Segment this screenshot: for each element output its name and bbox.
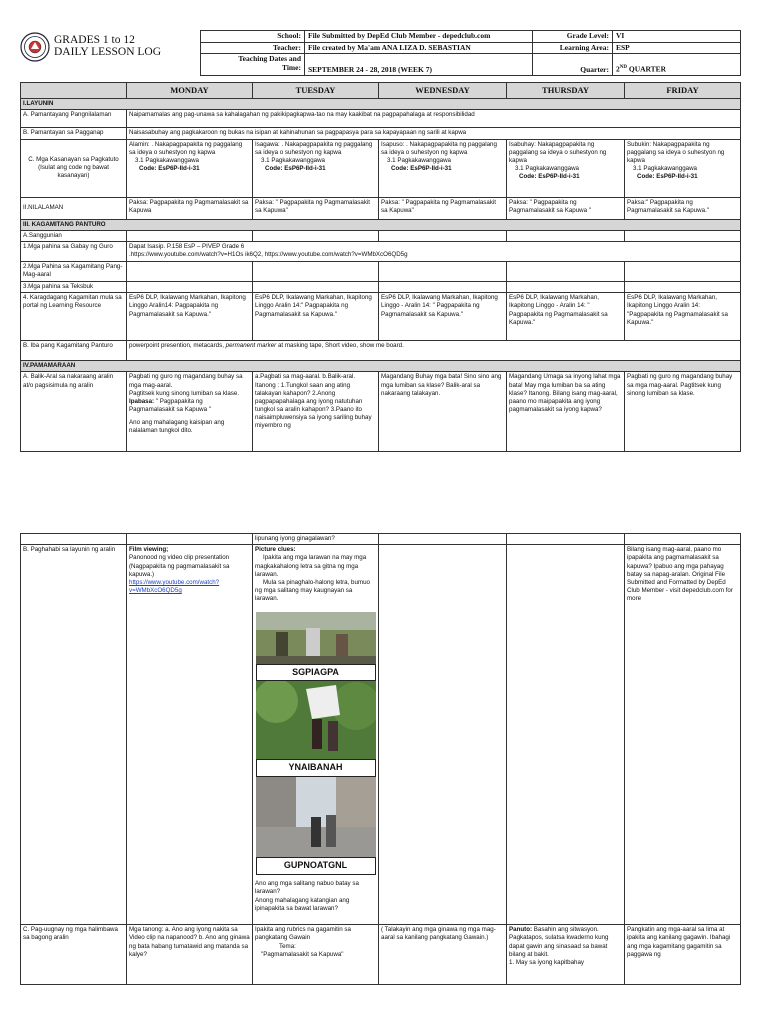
school-value: File Submitted by DepEd Club Member - depedclub.com [305, 31, 533, 43]
grade-value: VI [613, 31, 741, 43]
nilalaman-tuesday: Paksa: " Pagpapakita ng Pagmamalasakit sa Kapuwa" [253, 197, 379, 219]
pag-uugnay-tuesday: Ipakita ang rubrics na gagamitin sa pangkatang Gawain Tema: "Pagmamalasakit sa Kapuwa" [253, 925, 379, 985]
day-friday: FRIDAY [625, 83, 741, 99]
iba-pang-kagamitan-value: powerpoint presention, metacards, permanent marker at masking tape, Short video, show me board. [127, 341, 741, 361]
teacher-value: File created by Ma'am ANA LIZA D. SEBASTIAN [305, 42, 533, 54]
row-label-iba-pang-kagamitan: B. Iba pang Kagamitang Panturo [21, 341, 127, 361]
pamantayang-pangnilalaman-value: Naipamamalas ang pag-unawa sa kahalagahan ng pakikipagkapwa-tao na may kaakibat na pagpapahalaga at responsibilidad [127, 110, 741, 128]
nilalaman-friday: Paksa:" Pagpapakita ng Pagmamalasakit sa Kapuwa." [625, 197, 741, 219]
area-value: ESP [613, 42, 741, 54]
nilalaman-wednesday: Paksa: " Pagpapakita ng Pagmamalasakit sa Kapuwa" [379, 197, 507, 219]
row-label-paghahabi: B. Paghahabi sa layunin ng aralin [21, 545, 127, 925]
quarter-label: Quarter: [533, 54, 613, 76]
picture-clue-photo-1 [256, 612, 376, 664]
row-label-pag-uugnay: C. Pag-uugnay ng mga halimbawa sa bagong aralin [21, 925, 127, 985]
deped-seal-icon [20, 32, 50, 62]
blank-corner [21, 83, 127, 99]
section-pamamaraan: IV.PAMAMARAAN [21, 361, 741, 372]
row-label-pamantayan-sa-pagganap: B. Pamantayan sa Pagganap [21, 128, 127, 139]
dates-value: SEPTEMBER 24 - 28, 2018 (WEEK 7) [305, 54, 533, 76]
row-label-teksbuk: 3.Mga pahina sa Teksbuk [21, 281, 127, 292]
karagdagang-friday: EsP6 DLP, Ikalawang Markahan, Ikapitong Linggo Aralin 14: "Pagpapakita ng Pagmamalasakit sa Kapuwa." [625, 293, 741, 341]
row-label-sanggunian: A.Sanggunian [21, 230, 127, 241]
grade-label: Grade Level: [533, 31, 613, 43]
kasanayan-thursday: Isabuhay: Nakapagpapakita ng paggalang sa ideya o suhestyon ng kapwa 3.1 Pagkakawanggawa Code: EsP6P-IId-i-31 [507, 139, 625, 197]
pag-uugnay-friday: Pangkatin ang mga-aaral sa lima at ipakita ang kanilang gagawin. Ibahagi ang mga kagamitang gagamitin sa paggawa ng [625, 925, 741, 985]
paghahabi-monday: Film viewing; Panonood ng video clip presentation (Nagpapakita ng pagmamalasakit sa kapuwa.) https://www.youtube.com/watch?v=WMbXcO6QD5g [127, 545, 253, 925]
kasanayan-wednesday: Isapuso: . Nakapagpapakita ng paggalang sa ideya o suhestyon ng kapwa 3.1 Pagkakawanggawa Code: EsP6P-IId-i-31 [379, 139, 507, 197]
karagdagang-thursday: EsP6 DLP, Ikalawang Markahan, Ikapitong Linggo - Aralin 14: " Pagpapakita ng Pagmamalasakit sa Kapuwa." [507, 293, 625, 341]
pag-uugnay-wednesday: ( Talakayin ang mga ginawa ng mga mag-aaral sa kanilang pangkatang Gawain.) [379, 925, 507, 985]
row-label-balik-aral: A. Balik-Aral sa nakaraang aralin at/o pagsisimula ng aralin [21, 372, 127, 452]
lesson-log-table-page1 [20, 82, 741, 452]
row-label-pamantayang-pangnilalaman: A. Pamantayang Pangnilalaman [21, 110, 127, 128]
balik-aral-thursday: Magandang Umaga sa inyong lahat mga bata! May mga lumiban ba sa ating klase? Itanong. Bilang isang mag-aaral, paano mo maipapakita ang iyong pagmamalasakit sa iyong kapwa? [507, 372, 625, 452]
balik-aral-wednesday: Magandang Buhay mga bata! Sino sino ang mga lumiban sa klase? Balik-aral sa nakaraang talakayan. [379, 372, 507, 452]
karagdagang-tuesday: EsP6 DLP, Ikalawang Markahan, Ikapitong Linggo Aralin 14:" Pagpapakita ng Pagmamalasakit sa Kapuwa." [253, 293, 379, 341]
picture-clue-photo-3 [256, 777, 376, 857]
section-kagamitang-panturo: III. KAGAMITANG PANTURO [21, 219, 741, 230]
row-label-kagamitang-pang-mag-aaral: 2.Mga Pahina sa Kagamitang Pang-Mag-aaral [21, 261, 127, 281]
lesson-log-table-page2 [20, 533, 741, 985]
day-wednesday: WEDNESDAY [379, 83, 507, 99]
picture-clue-caption-2: YNAIBANAH [256, 759, 376, 777]
row-label-kasanayan: C. Mga Kasanayan sa Pagkatuto (Isulat ang code ng bawat kasanayan) [21, 139, 127, 197]
form-title-line1: GRADES 1 to 12 [54, 34, 135, 46]
day-thursday: THURSDAY [507, 83, 625, 99]
picture-clue-caption-1: SGPIAGPA [256, 664, 376, 682]
gabay-ng-guro-value: Dapat Isasip. P.158 EsP – PIVEP Grade 6 .https://www.youtube.com/watch?v=H1Os ik6Q2, https://www.youtube.com/watch?v=WMbXcO6QD5g [127, 241, 741, 261]
area-label: Learning Area: [533, 42, 613, 54]
pamantayan-sa-pagganap-value: Naisasabuhay ang pagkakaroon ng bukas na isipan at kahinahunan sa pagpapasya para sa kapayapaan ng sarili at kapwa [127, 128, 741, 139]
nilalaman-monday: Paksa: Pagpapakita ng Pagmamalasakit sa Kapuwa [127, 197, 253, 219]
pag-uugnay-thursday: Panuto: Basahin ang sitwasyon. Pagkatapos, sulatsa kwaderno kung dapat gawin ang sinasaad sa bawat bilang at bakit. 1. May sa iyong kapitbahay [507, 925, 625, 985]
form-title-line2: DAILY LESSON LOG [54, 46, 162, 59]
day-tuesday: TUESDAY [253, 83, 379, 99]
pag-uugnay-monday: Mga tanong: a. Ano ang iyong nakita sa Video clip na napanood? b. Ano ang ginawa ng bata habang tumatawid ang matanda sa kalye? [127, 925, 253, 985]
paghahabi-friday: Bilang isang mag-aaral, paano mo ipapakita ang pagmamalasakit sa kapuwa? Ipabuo ang mga pahayag batay sa napag-aralan. Original File Submitted and Formatted by DepEd Club Member - visit depedclub.com for more [625, 545, 741, 925]
header-info-table [200, 30, 741, 76]
row-label-nilalaman: II.NILALAMAN [21, 197, 127, 219]
dates-label: Teaching Dates and Time: [201, 54, 305, 76]
picture-clue-photo-2 [256, 681, 376, 759]
karagdagang-wednesday: EsP6 DLP, Ikalawang Markahan, Ikapitong Linggo - Aralin 14: " Pagpapakita ng Pagmamalasakit sa Kapuwa." [379, 293, 507, 341]
balik-aral-monday: Pagbati ng guro ng magandang buhay sa mga mag-aaral. Pagtitsek kung sinong lumiban sa klase. Ipabasa: " Pagpapakita ng Pagmamalasakit sa Kapuwa " Ano ang mahalagang kaisipan ang nalalaman tungkol dito. [127, 372, 253, 452]
karagdagang-monday: EsP6 DLP, Ikalawang Markahan, Ikapitong Linggo Aralin14: Pagpapakita ng Pagmamalasakit sa Kapuwa." [127, 293, 253, 341]
carryover-tuesday: lipunang iyong ginagalawan? [253, 534, 379, 545]
kasanayan-tuesday: Isagawa: . Nakapagpapakita ng paggalang sa ideya o suhestyon ng kapwa 3.1 Pagkakawanggawa Code: EsP6P-IId-i-31 [253, 139, 379, 197]
teacher-label: Teacher: [201, 42, 305, 54]
balik-aral-tuesday: a.Pagbati sa mag-aaral. b.Balik-aral. Itanong : 1.Tungkol saan ang ating talakayan kahapon? 2.Anong pagpapapahalaga ang iyong natutuhan tungkol sa aralin kahapon? 3.Paano ito naisaimpluwensiya sa iyong sariling buhay miyembro ng [253, 372, 379, 452]
row-label-karagdagang-kagamitan: 4. Karagdagang Kagamitan mula sa portal ng Learning Resource [21, 293, 127, 341]
school-label: School: [201, 31, 305, 43]
balik-aral-friday: Pagbati ng guro ng magandang buhay sa mga mag-aaral. Pagtitsek kung sinong lumiban sa klase. [625, 372, 741, 452]
nilalaman-thursday: Paksa: " Pagpapakita ng Pagmamalasakit sa Kapuwa " [507, 197, 625, 219]
row-label-gabay-ng-guro: 1.Mga pahina sa Gabay ng Guro [21, 241, 127, 261]
section-layunin: I.LAYUNIN [21, 99, 741, 110]
kasanayan-friday: Subukin: Nakapagpapakita ng paggalang sa ideya o suhestyon ng kapwa 3.1 Pagkakawanggawa Code: EsP6P-IId-i-31 [625, 139, 741, 197]
day-monday: MONDAY [127, 83, 253, 99]
picture-clue-caption-3: GUPNOATGNL [256, 857, 376, 875]
quarter-value: 2ND QUARTER [613, 54, 741, 76]
kasanayan-monday: Alamin: . Nakapagpapakita ng paggalang sa ideya o suhestyon ng kapwa 3.1 Pagkakawanggawa Code: EsP6P-IId-i-31 [127, 139, 253, 197]
paghahabi-tuesday: Picture clues: Ipakita ang mga larawan na may mga magkakahalong letra sa gitna ng mga larawan. Mula sa pinaghalo-halong letra, bumuo ng mga salitang may kaugnayan sa larawan. SGPIAGPA YNAIBANAH GUPNOATGNL Ano ang mga salitang nabuo batay sa larawan? Anong mahalagang katangian ang ipinapakita sa bawat larawan? [253, 545, 379, 925]
video-link[interactable]: https://www.youtube.com/watch?v=WMbXcO6QD5g [129, 578, 220, 595]
